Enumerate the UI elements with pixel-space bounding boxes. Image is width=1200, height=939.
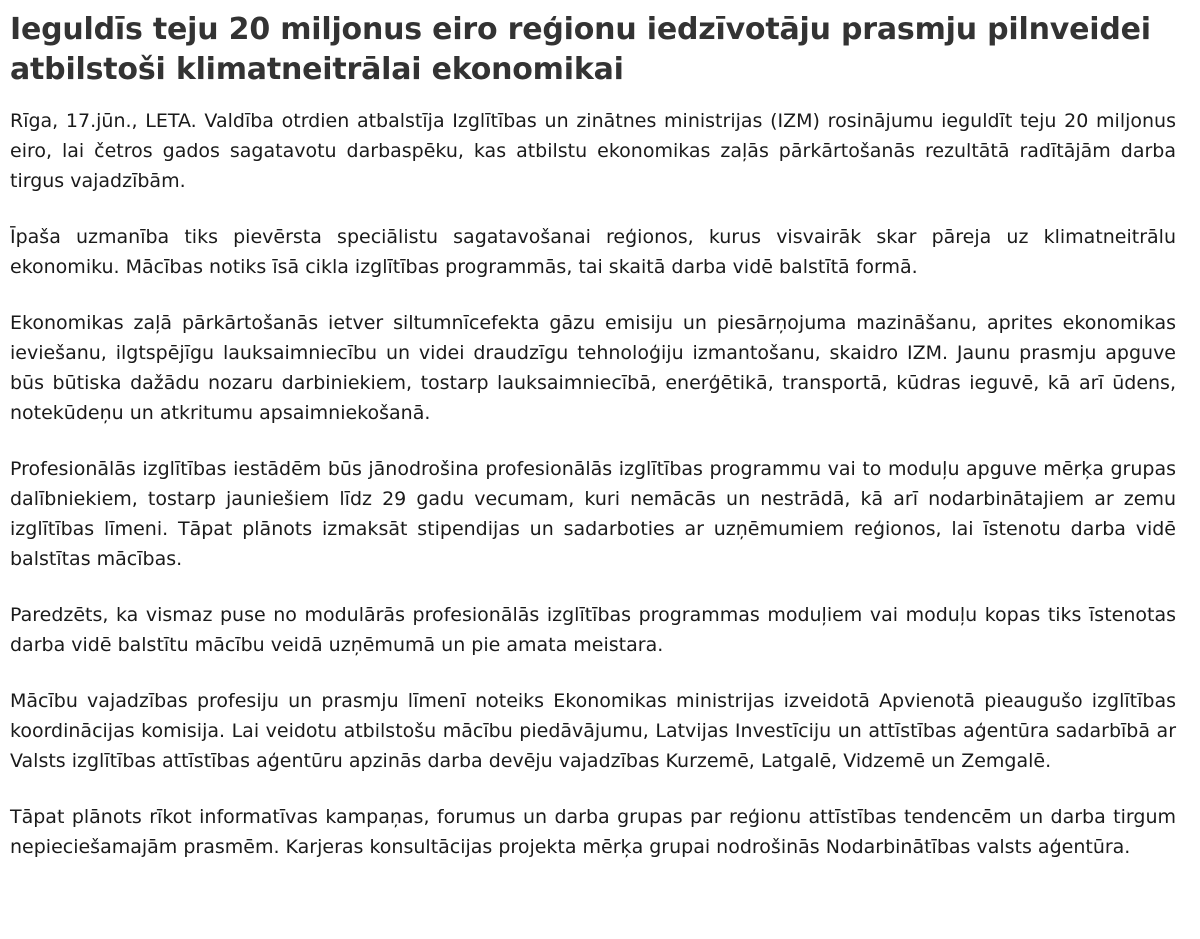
- article: [10, 10, 1176, 862]
- article-paragraph-3: Ekonomikas zaļā pārkārtošanās ietver siltumnīcefekta gāzu emisiju un piesārņojuma mazināšanu, aprites ekonomikas ieviešanu, ilgtspējīgu lauksaimniecību un videi draudzīgu tehnoloģiju izmantošanu, skaidro IZM. Jaunu prasmju apguve būs būtiska dažādu nozaru darbiniekiem, tostarp lauksaimniecībā, enerģētikā, transportā, kūdras ieguvē, kā arī ūdens, notekūdeņu un atkritumu apsaimniekošanā.: [10, 312, 1176, 424]
- article-paragraph-7: Tāpat plānots rīkot informatīvas kampaņas, forumus un darba grupas par reģionu attīstības tendencēm un darba tirgum nepieciešamajām prasmēm. Karjeras konsultācijas projekta mērķa grupai nodrošinās Nodarbinātības valsts aģentūra.: [10, 806, 1176, 858]
- article-paragraph-2: Īpaša uzmanība tiks pievērsta speciālistu sagatavošanai reģionos, kurus visvairāk skar pāreja uz klimatneitrālu ekonomiku. Mācības notiks īsā cikla izglītības programmās, tai skaitā darba vidē balstītā formā.: [10, 226, 1176, 278]
- article-paragraph-4: Profesionālās izglītības iestādēm būs jānodrošina profesionālās izglītības programmu vai to moduļu apguve mērķa grupas dalībniekiem, tostarp jauniešiem līdz 29 gadu vecumam, kuri nemācās un nestrādā, kā arī nodarbinātajiem ar zemu izglītības līmeni. Tāpat plānots izmaksāt stipendijas un sadarboties ar uzņēmumiem reģionos, lai īstenotu darba vidē balstītas mācības.: [10, 458, 1176, 570]
- article-paragraph-1: Rīga, 17.jūn., LETA. Valdība otrdien atbalstīja Izglītības un zinātnes ministrijas (IZM) rosinājumu ieguldīt teju 20 miljonus eiro, lai četros gados sagatavotu darbaspēku, kas atbilstu ekonomikas zaļās pārkārtošanās rezultātā radītājām darba tirgus vajadzībām.: [10, 110, 1176, 192]
- article-paragraph-5: Paredzēts, ka vismaz puse no modulārās profesionālās izglītības programmas moduļiem vai moduļu kopas tiks īstenotas darba vidē balstītu mācību veidā uzņēmumā un pie amata meistara.: [10, 604, 1176, 656]
- article-headline: Ieguldīs teju 20 miljonus eiro reģionu iedzīvotāju prasmju pilnveidei atbilstoši klimatneitrālai ekonomikai: [10, 12, 1151, 87]
- article-paragraph-6: Mācību vajadzības profesiju un prasmju līmenī noteiks Ekonomikas ministrijas izveidotā Apvienotā pieaugušo izglītības koordinācijas komisija. Lai veidotu atbilstošu mācību piedāvājumu, Latvijas Investīciju un attīstības aģentūra sadarbībā ar Valsts izglītības attīstības aģentūru apzinās darba devēju vajadzības Kurzemē, Latgalē, Vidzemē un Zemgalē.: [10, 690, 1176, 772]
